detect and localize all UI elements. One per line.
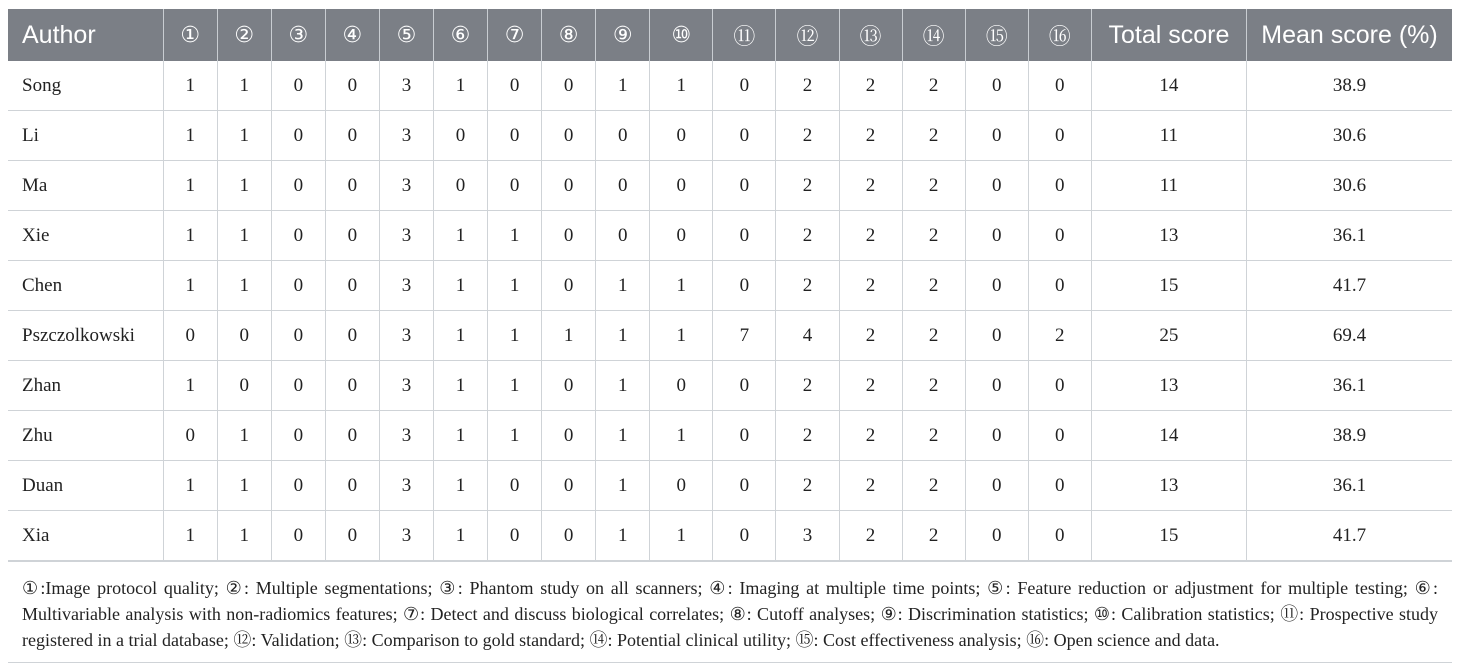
- item-score-cell: 1: [163, 511, 217, 561]
- item-score-cell: 0: [542, 511, 596, 561]
- mean-score-cell: 36.1: [1247, 361, 1452, 411]
- item-score-cell: 0: [1028, 361, 1091, 411]
- item-score-cell: 4: [776, 311, 839, 361]
- item-score-cell: 3: [379, 511, 433, 561]
- total-score-cell: 14: [1091, 61, 1246, 111]
- item-score-cell: 1: [488, 411, 542, 461]
- item-score-cell: 0: [965, 61, 1028, 111]
- item-score-cell: 2: [902, 61, 965, 111]
- item-score-cell: 0: [965, 461, 1028, 511]
- item-score-cell: 0: [271, 261, 325, 311]
- item-score-cell: 3: [776, 511, 839, 561]
- author-cell: Xia: [8, 511, 163, 561]
- item-score-cell: 1: [434, 211, 488, 261]
- item-score-cell: 0: [1028, 461, 1091, 511]
- item-score-cell: 3: [379, 461, 433, 511]
- header-item-7: ⑦: [488, 9, 542, 61]
- header-item-9: ⑨: [596, 9, 650, 61]
- item-score-cell: 1: [434, 411, 488, 461]
- item-score-cell: 0: [650, 461, 713, 511]
- item-score-cell: 0: [488, 161, 542, 211]
- item-score-cell: 1: [163, 61, 217, 111]
- mean-score-cell: 69.4: [1247, 311, 1452, 361]
- item-score-cell: 3: [379, 211, 433, 261]
- item-score-cell: 2: [902, 511, 965, 561]
- item-score-cell: 0: [488, 461, 542, 511]
- header-item-14: ⑭: [902, 9, 965, 61]
- item-score-cell: 0: [1028, 511, 1091, 561]
- item-score-cell: 1: [596, 411, 650, 461]
- item-score-cell: 0: [325, 311, 379, 361]
- author-cell: Song: [8, 61, 163, 111]
- item-score-cell: 3: [379, 111, 433, 161]
- item-score-cell: 0: [965, 161, 1028, 211]
- item-score-cell: 1: [434, 61, 488, 111]
- item-score-cell: 0: [325, 411, 379, 461]
- item-score-cell: 1: [488, 261, 542, 311]
- item-score-cell: 1: [434, 261, 488, 311]
- item-score-cell: 0: [271, 361, 325, 411]
- item-score-cell: 1: [650, 311, 713, 361]
- item-score-cell: 0: [596, 211, 650, 261]
- item-score-cell: 0: [965, 411, 1028, 461]
- item-score-cell: 0: [542, 261, 596, 311]
- item-score-cell: 0: [1028, 261, 1091, 311]
- item-score-cell: 0: [163, 411, 217, 461]
- item-score-cell: 0: [965, 261, 1028, 311]
- item-score-cell: 0: [713, 111, 776, 161]
- item-score-cell: 0: [542, 361, 596, 411]
- item-score-cell: 0: [271, 211, 325, 261]
- header-item-11: ⑪: [713, 9, 776, 61]
- item-score-cell: 1: [163, 211, 217, 261]
- item-score-cell: 1: [217, 461, 271, 511]
- item-score-cell: 1: [596, 361, 650, 411]
- radiomics-quality-score-table: [8, 9, 1452, 561]
- item-score-cell: 2: [839, 511, 902, 561]
- item-score-cell: 1: [596, 511, 650, 561]
- item-score-cell: 2: [902, 411, 965, 461]
- item-score-cell: 1: [163, 261, 217, 311]
- total-score-cell: 25: [1091, 311, 1246, 361]
- item-score-cell: 0: [542, 411, 596, 461]
- item-score-cell: 2: [776, 161, 839, 211]
- table-footnote: ①:Image protocol quality; ②: Multiple segmentations; ③: Phantom study on all scanners; ④: Imaging at multiple time points; ⑤: Feature reduction or adjustment for multiple testing; ⑥: Multivariable analysis with non-radiomics features; ⑦: Detect and discuss biological correlates; ⑧: Cutoff analyses; ⑨: Discrimination statistics; ⑩: Calibration statistics; ⑪: Prospective study registered in a trial database; ⑫: Validation; ⑬: Comparison to gold standard; ⑭: Potential clinical utility; ⑮: Cost effectiveness analysis; ⑯: Open science and data.: [8, 561, 1452, 663]
- item-score-cell: 2: [839, 211, 902, 261]
- item-score-cell: 0: [1028, 61, 1091, 111]
- item-score-cell: 0: [325, 261, 379, 311]
- item-score-cell: 0: [965, 311, 1028, 361]
- item-score-cell: 1: [434, 311, 488, 361]
- author-cell: Li: [8, 111, 163, 161]
- item-score-cell: 0: [596, 111, 650, 161]
- table-row: [8, 111, 1452, 161]
- item-score-cell: 2: [902, 311, 965, 361]
- item-score-cell: 0: [271, 161, 325, 211]
- item-score-cell: 1: [217, 61, 271, 111]
- item-score-cell: 1: [163, 161, 217, 211]
- item-score-cell: 0: [713, 211, 776, 261]
- item-score-cell: 1: [434, 511, 488, 561]
- mean-score-cell: 38.9: [1247, 411, 1452, 461]
- total-score-cell: 11: [1091, 111, 1246, 161]
- mean-score-cell: 38.9: [1247, 61, 1452, 111]
- item-score-cell: 0: [325, 61, 379, 111]
- item-score-cell: 0: [217, 361, 271, 411]
- mean-score-cell: 36.1: [1247, 211, 1452, 261]
- total-score-cell: 11: [1091, 161, 1246, 211]
- item-score-cell: 1: [163, 461, 217, 511]
- item-score-cell: 3: [379, 261, 433, 311]
- item-score-cell: 0: [650, 161, 713, 211]
- item-score-cell: 1: [217, 411, 271, 461]
- mean-score-cell: 36.1: [1247, 461, 1452, 511]
- mean-score-cell: 41.7: [1247, 511, 1452, 561]
- mean-score-cell: 30.6: [1247, 161, 1452, 211]
- item-score-cell: 0: [325, 111, 379, 161]
- item-score-cell: 2: [776, 361, 839, 411]
- item-score-cell: 1: [650, 411, 713, 461]
- item-score-cell: 2: [839, 361, 902, 411]
- item-score-cell: 0: [434, 111, 488, 161]
- header-item-10: ⑩: [650, 9, 713, 61]
- item-score-cell: 0: [542, 161, 596, 211]
- item-score-cell: 2: [839, 111, 902, 161]
- item-score-cell: 0: [713, 461, 776, 511]
- item-score-cell: 1: [596, 311, 650, 361]
- header-item-13: ⑬: [839, 9, 902, 61]
- item-score-cell: 2: [839, 461, 902, 511]
- author-cell: Zhan: [8, 361, 163, 411]
- item-score-cell: 2: [839, 161, 902, 211]
- table-body: [8, 61, 1452, 561]
- item-score-cell: 2: [776, 61, 839, 111]
- item-score-cell: 0: [325, 461, 379, 511]
- item-score-cell: 1: [542, 311, 596, 361]
- item-score-cell: 0: [217, 311, 271, 361]
- item-score-cell: 2: [776, 261, 839, 311]
- item-score-cell: 2: [776, 111, 839, 161]
- table-row: [8, 211, 1452, 261]
- item-score-cell: 0: [163, 311, 217, 361]
- item-score-cell: 1: [163, 111, 217, 161]
- item-score-cell: 0: [271, 111, 325, 161]
- item-score-cell: 0: [325, 511, 379, 561]
- item-score-cell: 0: [965, 111, 1028, 161]
- item-score-cell: 1: [434, 361, 488, 411]
- item-score-cell: 2: [902, 211, 965, 261]
- item-score-cell: 0: [1028, 411, 1091, 461]
- item-score-cell: 7: [713, 311, 776, 361]
- item-score-cell: 1: [596, 261, 650, 311]
- item-score-cell: 2: [776, 211, 839, 261]
- header-item-4: ④: [325, 9, 379, 61]
- item-score-cell: 2: [839, 411, 902, 461]
- total-score-cell: 13: [1091, 461, 1246, 511]
- item-score-cell: 1: [488, 211, 542, 261]
- item-score-cell: 3: [379, 161, 433, 211]
- mean-score-cell: 30.6: [1247, 111, 1452, 161]
- header-author: Author: [8, 9, 163, 61]
- item-score-cell: 0: [488, 111, 542, 161]
- total-score-cell: 13: [1091, 211, 1246, 261]
- item-score-cell: 0: [325, 161, 379, 211]
- item-score-cell: 0: [713, 61, 776, 111]
- item-score-cell: 0: [1028, 161, 1091, 211]
- header-mean-score: Mean score (%): [1247, 9, 1452, 61]
- item-score-cell: 1: [434, 461, 488, 511]
- item-score-cell: 0: [542, 461, 596, 511]
- item-score-cell: 0: [542, 61, 596, 111]
- item-score-cell: 2: [839, 261, 902, 311]
- item-score-cell: 3: [379, 311, 433, 361]
- item-score-cell: 2: [902, 361, 965, 411]
- item-score-cell: 0: [965, 511, 1028, 561]
- item-score-cell: 0: [542, 111, 596, 161]
- table-row: [8, 361, 1452, 411]
- item-score-cell: 1: [163, 361, 217, 411]
- item-score-cell: 0: [650, 211, 713, 261]
- item-score-cell: 0: [1028, 111, 1091, 161]
- author-cell: Zhu: [8, 411, 163, 461]
- item-score-cell: 0: [542, 211, 596, 261]
- table-row: [8, 261, 1452, 311]
- table-row: [8, 161, 1452, 211]
- table-row: [8, 311, 1452, 361]
- item-score-cell: 0: [271, 511, 325, 561]
- item-score-cell: 0: [271, 311, 325, 361]
- item-score-cell: 0: [713, 411, 776, 461]
- header-item-5: ⑤: [379, 9, 433, 61]
- header-item-8: ⑧: [542, 9, 596, 61]
- author-cell: Xie: [8, 211, 163, 261]
- score-table-figure: [8, 9, 1452, 663]
- header-item-2: ②: [217, 9, 271, 61]
- item-score-cell: 1: [217, 211, 271, 261]
- header-item-1: ①: [163, 9, 217, 61]
- header-item-3: ③: [271, 9, 325, 61]
- item-score-cell: 2: [1028, 311, 1091, 361]
- author-cell: Duan: [8, 461, 163, 511]
- item-score-cell: 2: [776, 411, 839, 461]
- item-score-cell: 1: [488, 311, 542, 361]
- total-score-cell: 14: [1091, 411, 1246, 461]
- item-score-cell: 0: [488, 61, 542, 111]
- item-score-cell: 3: [379, 61, 433, 111]
- author-cell: Pszczolkowski: [8, 311, 163, 361]
- table-row: [8, 461, 1452, 511]
- item-score-cell: 0: [713, 361, 776, 411]
- table-row: [8, 511, 1452, 561]
- item-score-cell: 0: [488, 511, 542, 561]
- header-row: [8, 9, 1452, 61]
- item-score-cell: 0: [271, 61, 325, 111]
- item-score-cell: 0: [650, 111, 713, 161]
- item-score-cell: 2: [902, 461, 965, 511]
- total-score-cell: 15: [1091, 511, 1246, 561]
- header-item-6: ⑥: [434, 9, 488, 61]
- item-score-cell: 2: [839, 61, 902, 111]
- item-score-cell: 1: [217, 261, 271, 311]
- item-score-cell: 1: [596, 61, 650, 111]
- item-score-cell: 1: [596, 461, 650, 511]
- author-cell: Chen: [8, 261, 163, 311]
- table-row: [8, 411, 1452, 461]
- item-score-cell: 3: [379, 411, 433, 461]
- header-item-16: ⑯: [1028, 9, 1091, 61]
- item-score-cell: 2: [839, 311, 902, 361]
- item-score-cell: 0: [713, 511, 776, 561]
- item-score-cell: 1: [650, 511, 713, 561]
- item-score-cell: 0: [965, 361, 1028, 411]
- item-score-cell: 1: [650, 61, 713, 111]
- total-score-cell: 15: [1091, 261, 1246, 311]
- item-score-cell: 1: [650, 261, 713, 311]
- item-score-cell: 0: [713, 161, 776, 211]
- header-item-15: ⑮: [965, 9, 1028, 61]
- item-score-cell: 0: [596, 161, 650, 211]
- item-score-cell: 1: [488, 361, 542, 411]
- item-score-cell: 0: [325, 211, 379, 261]
- total-score-cell: 13: [1091, 361, 1246, 411]
- header-total-score: Total score: [1091, 9, 1246, 61]
- item-score-cell: 0: [713, 261, 776, 311]
- item-score-cell: 1: [217, 511, 271, 561]
- item-score-cell: 0: [434, 161, 488, 211]
- item-score-cell: 0: [1028, 211, 1091, 261]
- item-score-cell: 0: [325, 361, 379, 411]
- header-item-12: ⑫: [776, 9, 839, 61]
- item-score-cell: 2: [776, 461, 839, 511]
- item-score-cell: 1: [217, 111, 271, 161]
- table-row: [8, 61, 1452, 111]
- mean-score-cell: 41.7: [1247, 261, 1452, 311]
- item-score-cell: 1: [217, 161, 271, 211]
- item-score-cell: 0: [271, 411, 325, 461]
- item-score-cell: 0: [271, 461, 325, 511]
- item-score-cell: 2: [902, 161, 965, 211]
- item-score-cell: 0: [965, 211, 1028, 261]
- item-score-cell: 2: [902, 261, 965, 311]
- author-cell: Ma: [8, 161, 163, 211]
- item-score-cell: 2: [902, 111, 965, 161]
- item-score-cell: 3: [379, 361, 433, 411]
- item-score-cell: 0: [650, 361, 713, 411]
- table-header: [8, 9, 1452, 61]
